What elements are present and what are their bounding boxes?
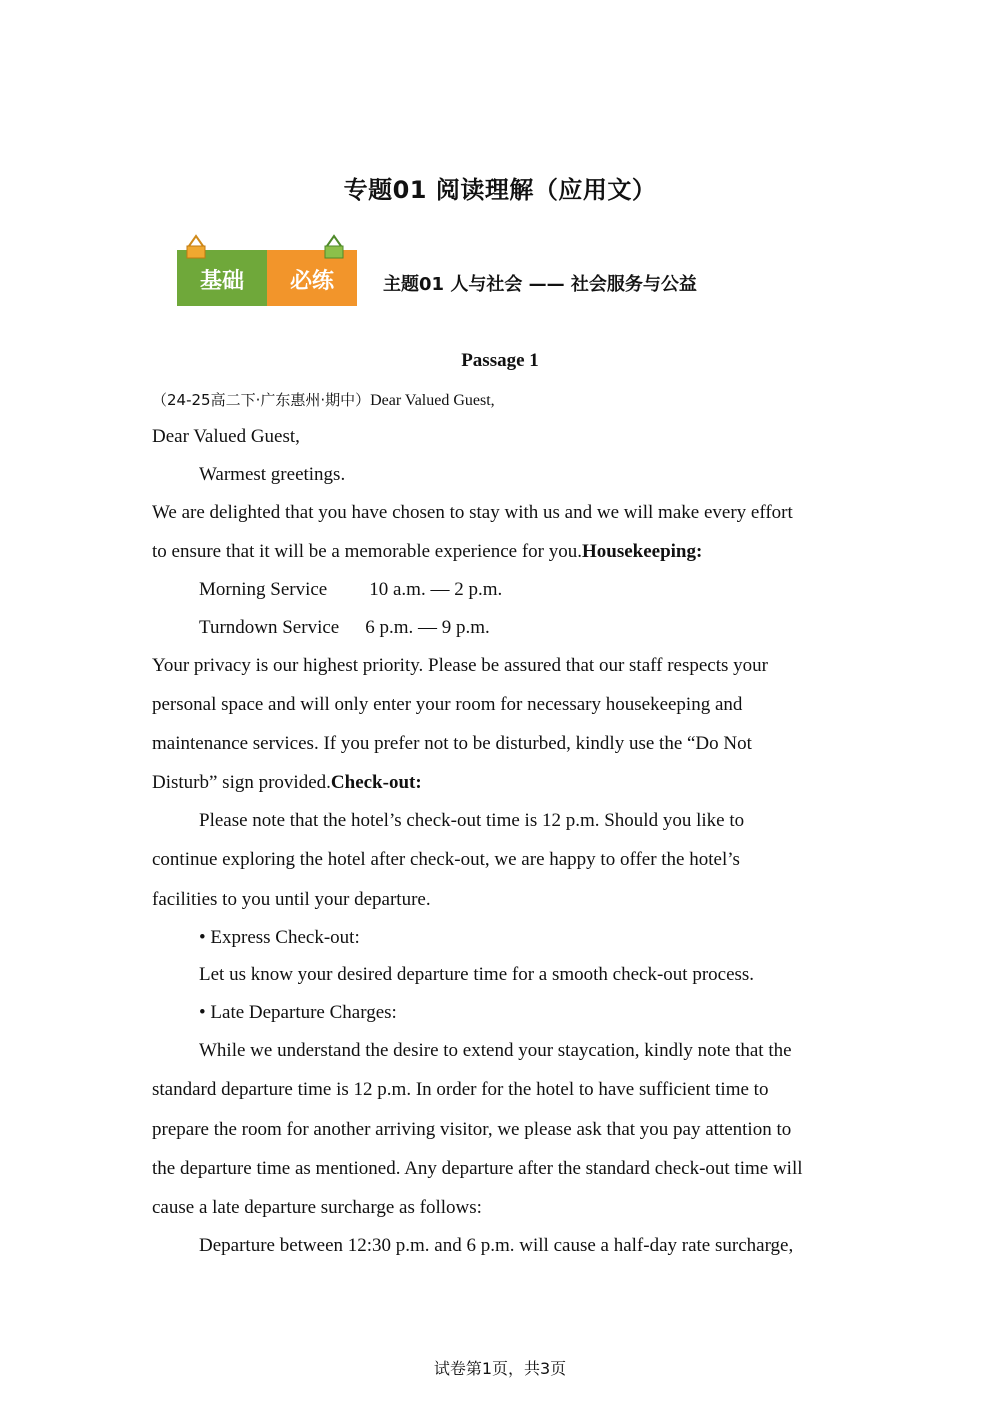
- text-line: • Express Check-out:: [199, 927, 360, 948]
- text-line: maintenance services. If you prefer not to be disturbed, kindly use the “Do Not: [152, 733, 752, 754]
- text-line: prepare the room for another arriving visitor, we please ask that you pay attention to: [152, 1119, 792, 1140]
- text-line: the departure time as mentioned. Any departure after the standard check-out time will: [152, 1158, 803, 1179]
- text-line: Let us know your desired departure time for a smooth check-out process.: [199, 964, 755, 985]
- text-line: Turndown Service 6 p.m. — 9 p.m.: [199, 617, 490, 638]
- text-line: Morning Service 10 a.m. — 2 p.m.: [199, 579, 503, 600]
- badge-right-label: 必练: [289, 269, 334, 294]
- source-greeting: Dear Valued Guest,: [370, 392, 495, 409]
- section-badge: [177, 250, 357, 306]
- page-footer: 试卷第1页，共3页: [433, 1359, 567, 1378]
- text-line: to ensure that it will be a memorable experience for you.Housekeeping:: [152, 541, 703, 562]
- text-line: While we understand the desire to extend your staycation, kindly note that the: [199, 1040, 792, 1061]
- text-line: Disturb” sign provided.Check-out:: [152, 772, 422, 793]
- passage-title: Passage 1: [461, 350, 539, 371]
- text-line: We are delighted that you have chosen to stay with us and we will make every effort: [152, 502, 793, 523]
- binder-clip-icon: [185, 234, 207, 260]
- text-line: facilities to you until your departure.: [152, 889, 431, 910]
- text-line: standard departure time is 12 p.m. In order for the hotel to have sufficient time to: [152, 1079, 769, 1100]
- text-line: • Late Departure Charges:: [199, 1002, 397, 1023]
- text-line: cause a late departure surcharge as follows:: [152, 1197, 482, 1218]
- text-line: Please note that the hotel’s check-out time is 12 p.m. Should you like to: [199, 810, 745, 831]
- passage-source: [152, 389, 495, 410]
- topic-heading: 主题01 人与社会 —— 社会服务与公益: [383, 274, 697, 295]
- text-line: Dear Valued Guest,: [152, 426, 300, 447]
- section-heading-housekeeping: Housekeeping:: [581, 541, 703, 562]
- section-heading-checkout: Check-out:: [330, 772, 422, 793]
- text-line: Departure between 12:30 p.m. and 6 p.m. will cause a half-day rate surcharge,: [199, 1235, 794, 1256]
- binder-clip-icon: [323, 234, 345, 260]
- source-label: （24-25高二下·广东惠州·期中）: [152, 391, 371, 409]
- text-line: personal space and will only enter your room for necessary housekeeping and: [152, 694, 743, 715]
- text-line: Your privacy is our highest priority. Please be assured that our staff respects your: [152, 655, 768, 676]
- text-line: Warmest greetings.: [199, 464, 346, 485]
- page-title: 专题01 阅读理解（应用文）: [343, 176, 657, 204]
- text-line: continue exploring the hotel after check-out, we are happy to offer the hotel’s: [152, 849, 740, 870]
- badge-left-label: 基础: [199, 269, 244, 294]
